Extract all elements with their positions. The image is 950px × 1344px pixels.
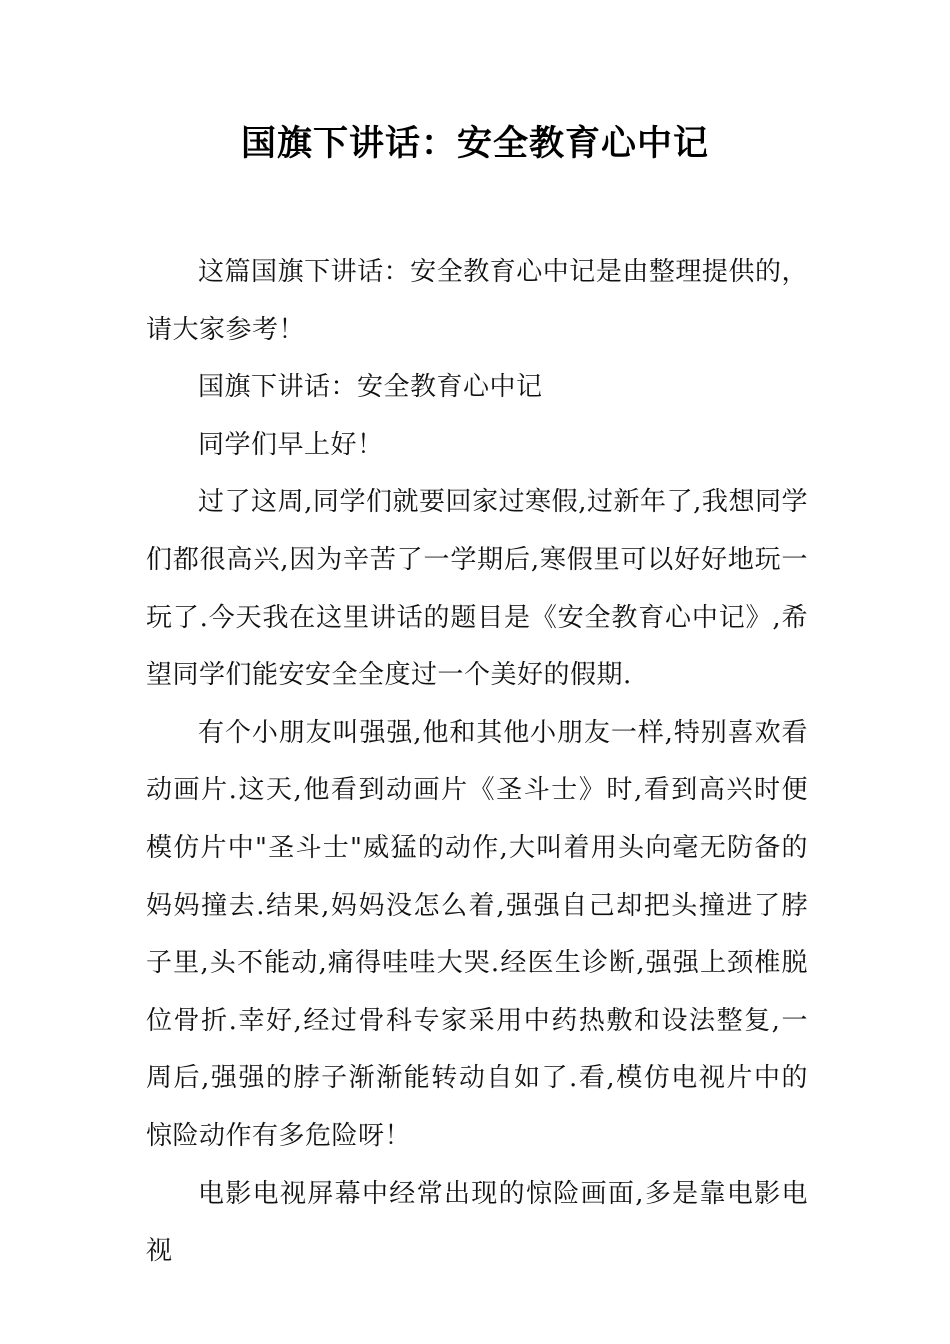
paragraph-story: 有个小朋友叫强强,他和其他小朋友一样,特别喜欢看动画片.这天,他看到动画片《圣斗士》时,看到高兴时便模仿片中"圣斗士"威猛的动作,大叫着用头向毫无防备的妈妈撞去.结果,妈妈没怎么着,强强自己却把头撞进了脖子里,头不能动,痛得哇哇大哭.经医生诊断,强强上颈椎脱位骨折.幸好,经过骨科专家采用中药热敷和设法整复,一周后,强强的脖子渐渐能转动自如了.看,模仿电视片中的惊险动作有多危险呀！ xyxy=(146,717,808,1151)
document-title: 国旗下讲话：安全教育心中记 xyxy=(240,124,709,164)
document-body xyxy=(146,244,808,1281)
paragraph-subtitle: 国旗下讲话：安全教育心中记 xyxy=(198,372,543,403)
paragraph-winter-break: 过了这周,同学们就要回家过寒假,过新年了,我想同学们都很高兴,因为辛苦了一学期后,寒假里可以好好地玩一玩了.今天我在这里讲话的题目是《安全教育心中记》,希望同学们能安安全全度过一个美好的假期. xyxy=(146,487,808,691)
paragraph-movie-scenes: 电影电视屏幕中经常出现的惊险画面,多是靠电影电视 xyxy=(146,1178,808,1267)
paragraph-greeting: 同学们早上好！ xyxy=(198,429,384,460)
paragraph-intro: 这篇国旗下讲话：安全教育心中记是由整理提供的，请大家参考！ xyxy=(146,257,808,345)
